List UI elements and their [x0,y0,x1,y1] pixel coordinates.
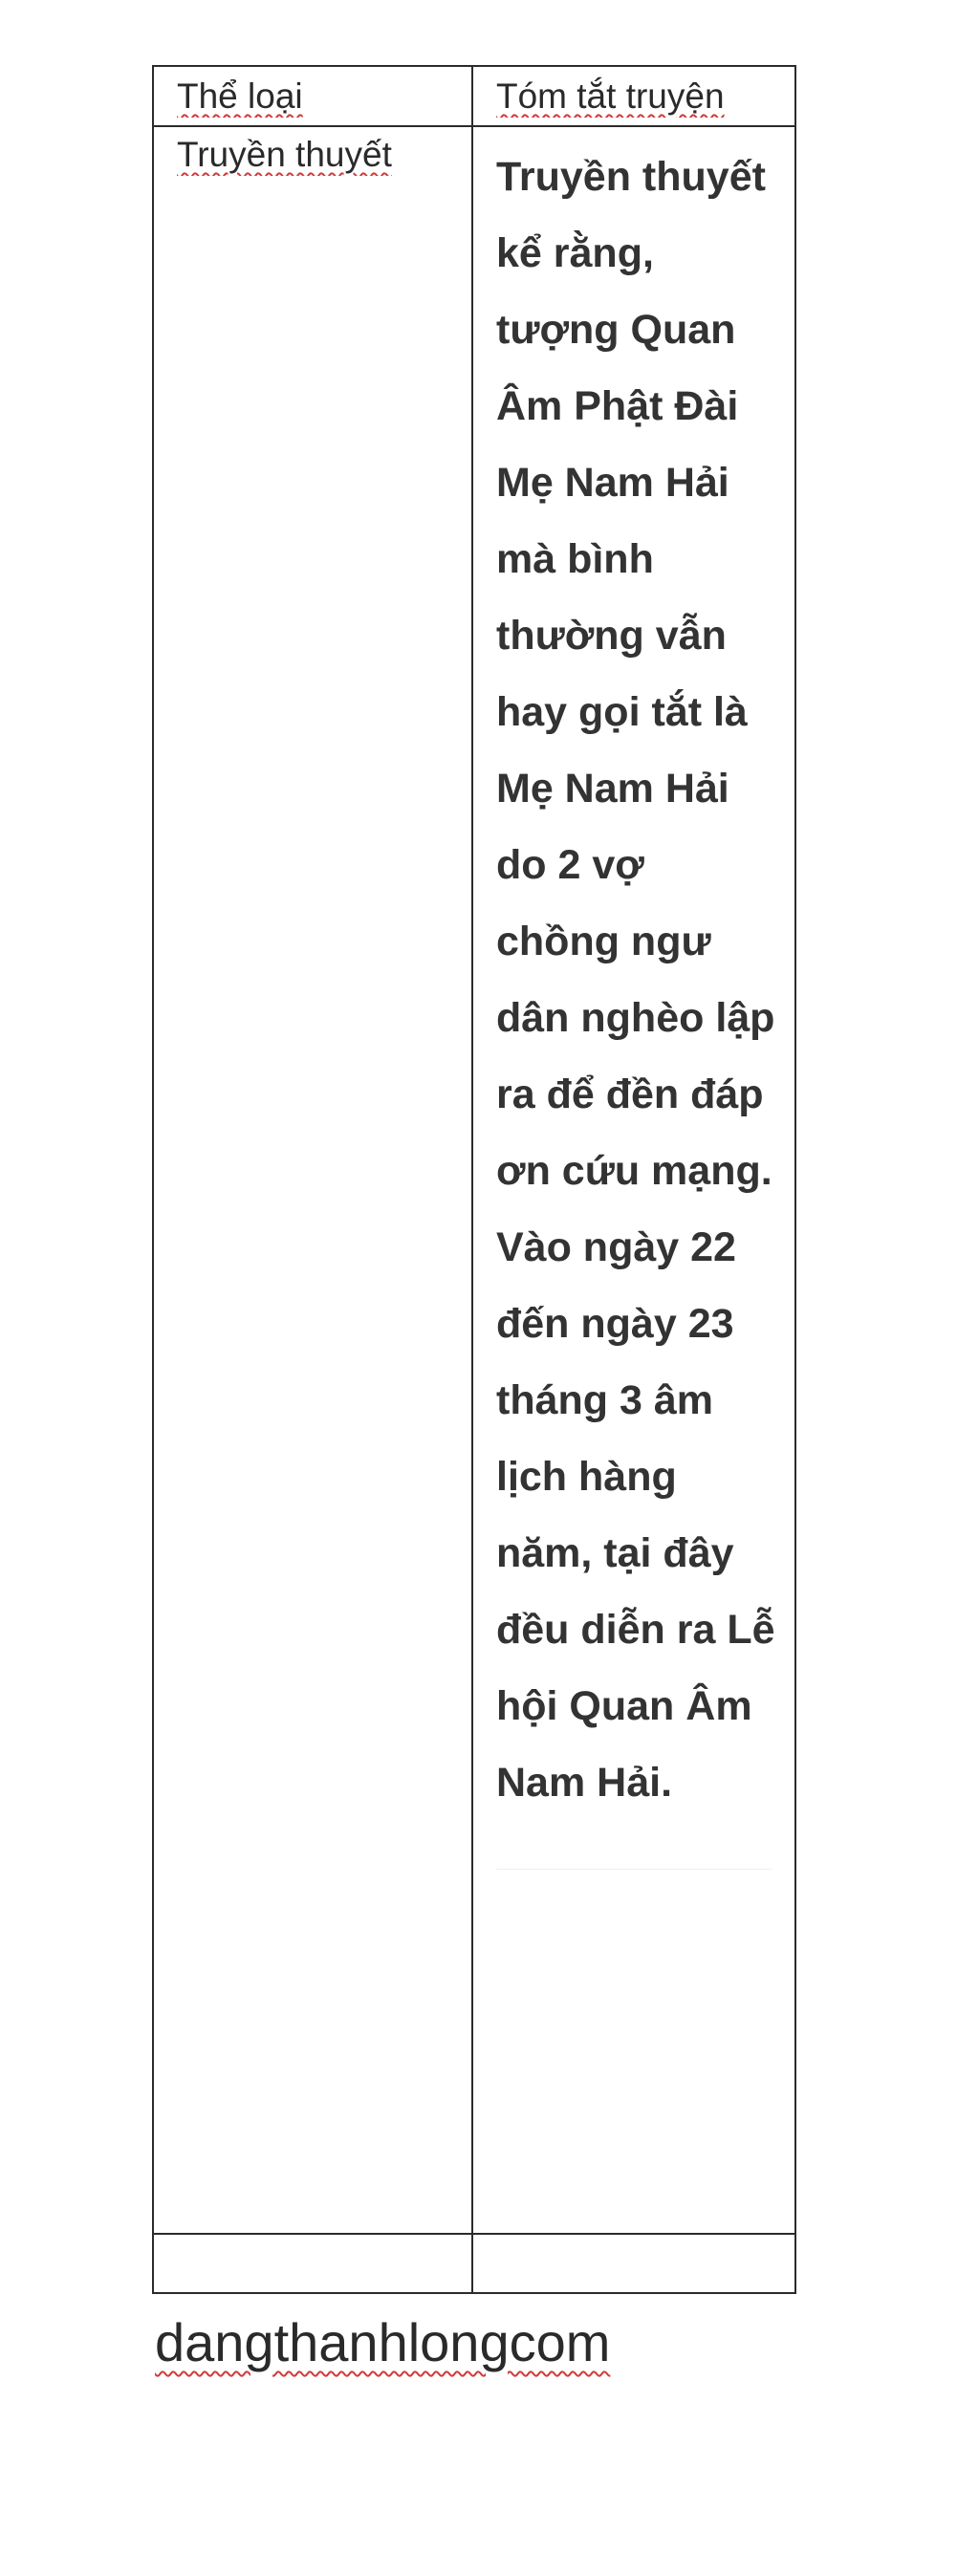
genre-text: Truyền thuyết [177,135,392,175]
header-genre-label: Thể loại [177,76,303,116]
summary-text: Truyền thuyết kể rằng, tượng Quan Âm Phật Đài Mẹ Nam Hải mà bình thường vẫn hay gọi tắt là Mẹ Nam Hải do 2 vợ chồng ngư dân nghèo lập ra để đền đáp ơn cứu mạng. Vào ngày 22 đến ngày 23 tháng 3 âm lịch hàng năm, tại đây đều diễn ra Lễ hội Quan Âm Nam Hải. [496,154,775,1807]
story-table [152,65,796,2294]
header-cell-genre[interactable] [153,66,472,126]
summary-cell[interactable] [472,126,795,2234]
genre-cell[interactable] [153,126,472,2234]
footer-watermark-text: dangthanhlongcom [155,2312,611,2372]
empty-genre-text [154,2235,471,2242]
header-cell-summary[interactable] [472,66,795,126]
table-header-row [153,66,795,126]
table-row [153,126,795,2234]
empty-summary-cell[interactable] [472,2234,795,2293]
faint-divider [496,1869,772,1870]
empty-genre-cell[interactable] [153,2234,472,2293]
table-row-empty [153,2234,795,2293]
header-summary-label: Tóm tắt truyện [496,76,725,116]
empty-summary-text [473,2235,794,2242]
